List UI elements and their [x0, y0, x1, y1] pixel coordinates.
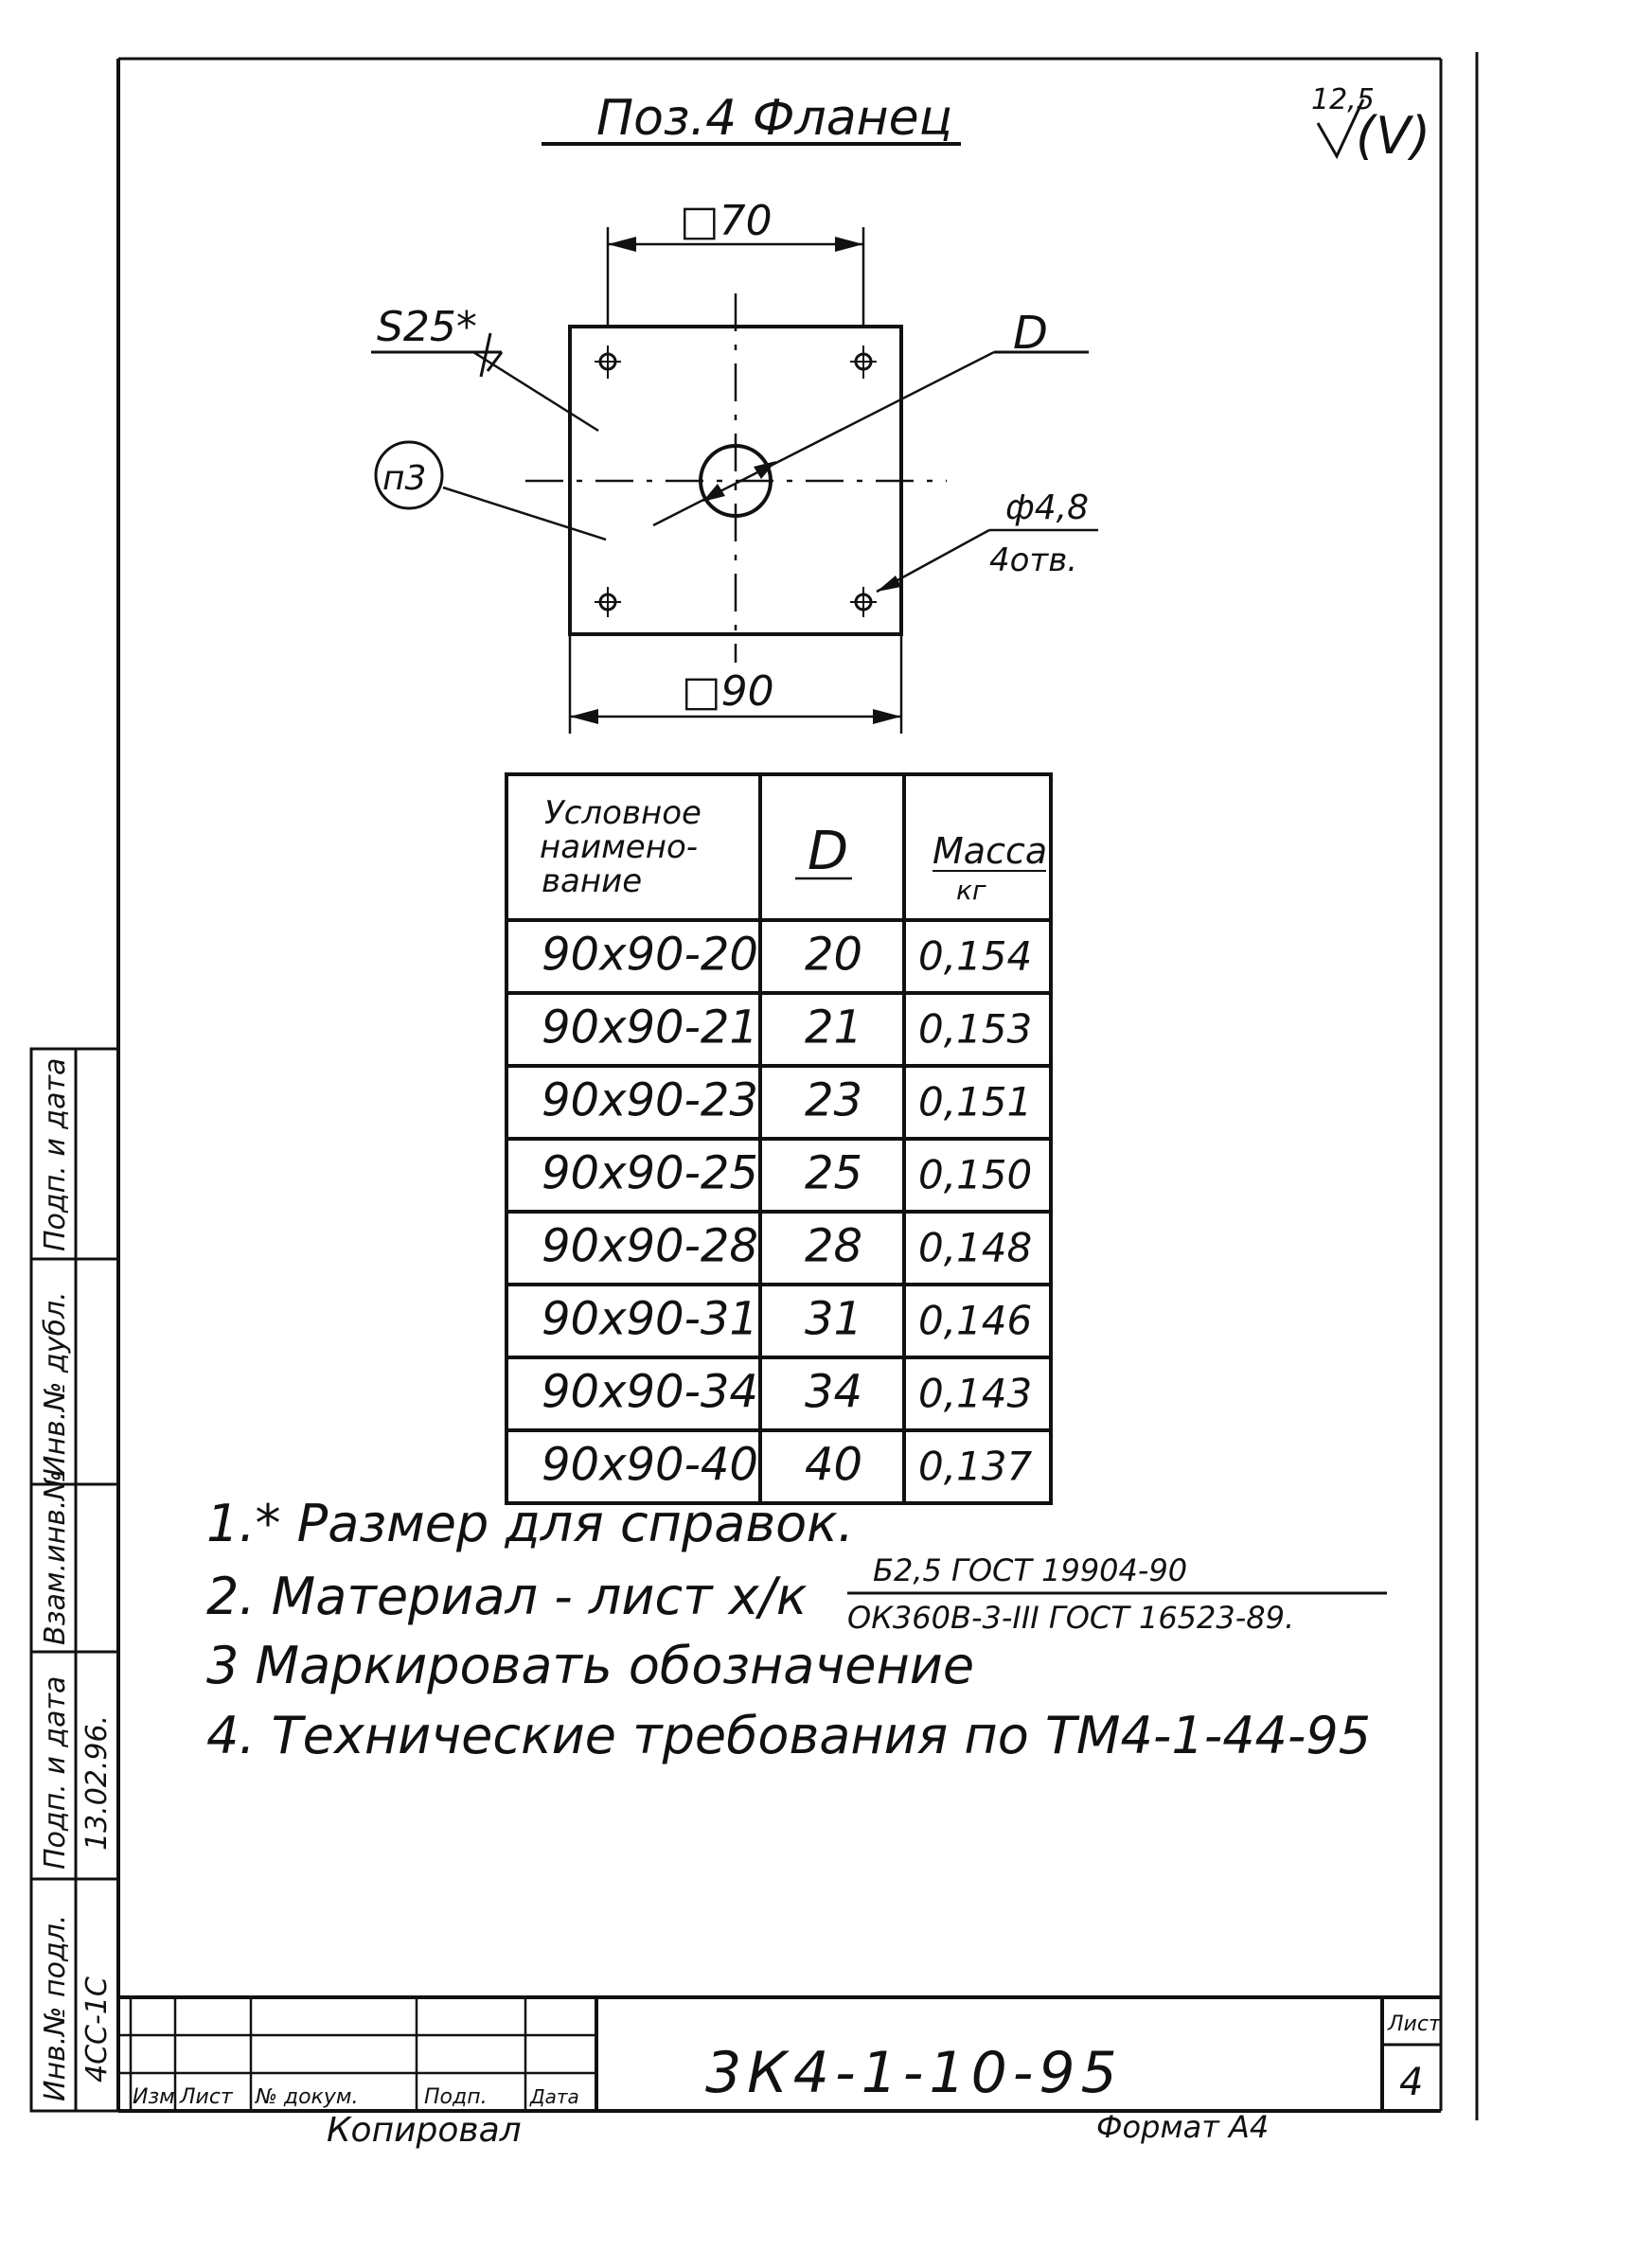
stamp-replace-label: Взам.инв.№ [39, 1470, 72, 1645]
header-mass-unit: кг [956, 875, 986, 906]
table-cell: 90x90-21 [542, 1001, 758, 1055]
stamp-inv-label: Инв.№ подл. [39, 1914, 72, 2101]
weld-mark-icon [481, 333, 502, 377]
table-cell: 21 [805, 1001, 863, 1055]
copied-by: Копировал [327, 2111, 522, 2150]
roughness-symbol: (V) [1356, 106, 1431, 166]
col-sheet: Лист [180, 2085, 233, 2109]
table-cell: 0,154 [918, 932, 1033, 980]
notes [206, 1494, 1387, 1765]
note-4: 4. Технические требования по ТМ4-1-44-95 [206, 1706, 1372, 1765]
header-name-line2: наимено- [540, 828, 699, 866]
dim-holes: ф4,8 [1005, 488, 1090, 527]
col-doc: № докум. [256, 2085, 359, 2109]
dim-thickness: S25* [377, 303, 477, 351]
table-cell: 25 [805, 1146, 863, 1200]
table-cell: 23 [805, 1073, 863, 1127]
format-label: Формат А4 [1096, 2109, 1270, 2145]
table-cell: 31 [805, 1292, 863, 1346]
dim-top: □70 [680, 197, 773, 245]
side-stamp [31, 1049, 118, 2111]
col-sign: Подп. [424, 2085, 488, 2109]
note-2-prefix: 2. Материал - лист х/к [206, 1567, 808, 1626]
table-cell: 0,143 [918, 1370, 1033, 1417]
table-cell: 90x90-28 [542, 1219, 758, 1273]
callout-label: п3 [382, 459, 427, 498]
dim-holes-count: 4отв. [989, 541, 1078, 579]
stamp-sign-label-1: Подп. и дата [39, 1675, 72, 1870]
header-name-line3: вание [542, 862, 643, 900]
note-1: 1.* Размер для справок. [206, 1494, 854, 1553]
stamp-sign-label-2: Подп. и дата [39, 1057, 72, 1251]
sheet-number: 4 [1399, 2061, 1424, 2104]
header-name-line1: Условное [544, 794, 702, 832]
table-cell: 0,148 [918, 1224, 1033, 1271]
stamp-date-value: 13.02.96. [80, 1714, 114, 1851]
header-mass: Масса [933, 830, 1048, 872]
table-cell: 90x90-34 [542, 1365, 758, 1419]
header-d: D [808, 821, 849, 882]
note-2-denominator: ОК360В-3-III ГОСТ 16523-89. [847, 1600, 1295, 1636]
note-3: 3 Маркировать обозначение [206, 1636, 975, 1695]
table-cell: 0,137 [918, 1443, 1033, 1490]
note-2-numerator: Б2,5 ГОСТ 19904-90 [873, 1552, 1188, 1588]
table-cell: 90x90-31 [542, 1292, 758, 1346]
col-date: Дата [530, 2085, 579, 2108]
table-cell: 90x90-25 [542, 1146, 758, 1200]
stamp-dup-label: Инв.№ дубл. [39, 1291, 72, 1477]
table-cell: 90x90-20 [542, 928, 758, 982]
table-cell: 20 [805, 928, 863, 982]
table-cell: 0,151 [918, 1078, 1033, 1126]
drawing-title: Поз.4 Фланец [596, 90, 952, 147]
table-cell: 0,146 [918, 1297, 1033, 1344]
table-cell: 90x90-40 [542, 1438, 758, 1492]
stamp-inv-value: 4СС-1С [80, 1976, 114, 2083]
table-cell: 40 [805, 1438, 863, 1492]
table-cell: 0,153 [918, 1005, 1033, 1053]
dim-bottom: □90 [682, 667, 774, 716]
roughness-value: 12,5 [1311, 83, 1375, 116]
table-cell: 34 [805, 1365, 863, 1419]
designation: 3К4-1-10-95 [705, 2040, 1123, 2106]
table-cell: 90x90-23 [542, 1073, 758, 1127]
col-change: Изм [133, 2085, 175, 2109]
table-cell: 0,150 [918, 1151, 1033, 1198]
table-cell: 28 [805, 1219, 863, 1273]
dim-bore-label: D [1013, 307, 1048, 360]
title-block [118, 1997, 1442, 2150]
sheet-label: Лист [1388, 2012, 1441, 2036]
parts-table [506, 774, 1051, 1503]
